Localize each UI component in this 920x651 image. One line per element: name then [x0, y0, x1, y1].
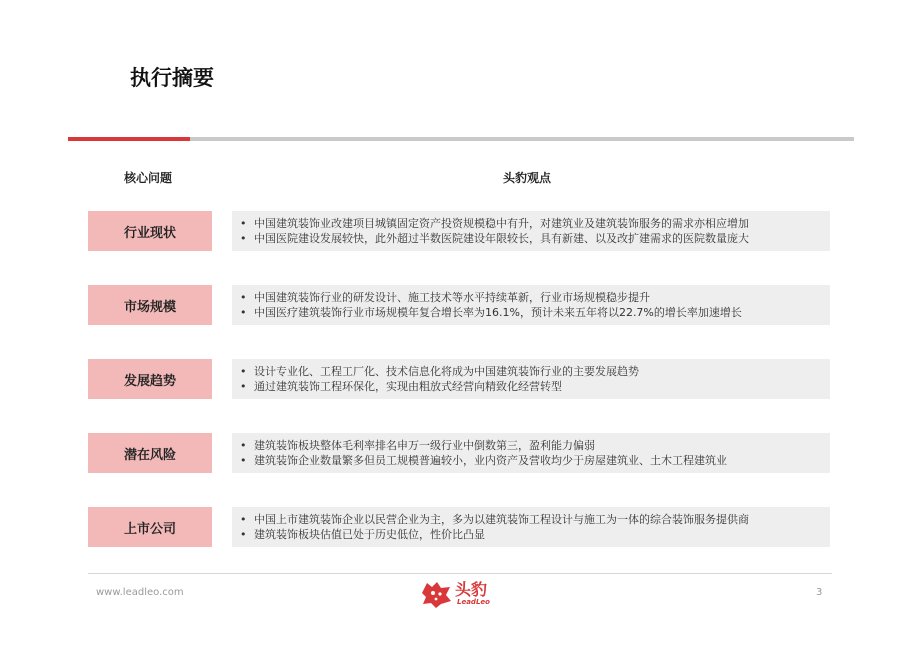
- row-body-industry-status: [232, 211, 830, 251]
- bullet-point: • 中国建筑装饰行业的研发设计、施工技术等水平持续革新，行业市场规模稳步提升: [240, 291, 650, 304]
- header-accent-bar: [68, 137, 190, 141]
- column-header-viewpoint: 头豹观点: [503, 171, 552, 185]
- bullet-point: • 中国医疗建筑装饰行业市场规模年复合增长率为16.1%，预计未来五年将以22.7%的增长率加速增长: [240, 306, 742, 319]
- bullet-point: • 建筑装饰企业数量繁多但员工规模普遍较小，业内资产及营收均少于房屋建筑业、土木工程建筑业: [240, 454, 727, 467]
- bullet-point: • 中国医院建设发展较快，此外超过半数医院建设年限较长，具有新建、以及改扩建需求的医院数量庞大: [240, 232, 749, 245]
- bullet-point: • 中国建筑装饰业改建项目城镇固定资产投资规模稳中有升，对建筑业及建筑装饰服务的需求亦相应增加: [240, 217, 749, 230]
- bullet-point: • 建筑装饰板块估值已处于历史低位，性价比凸显: [240, 528, 485, 541]
- row-body-development-trend: [232, 359, 830, 399]
- bullet-point: • 建筑装饰板块整体毛利率排名申万一级行业中倒数第三，盈利能力偏弱: [240, 439, 595, 452]
- bullet-point: • 中国上市建筑装饰企业以民营企业为主，多为以建筑装饰工程设计与施工为一体的综合装饰服务提供商: [240, 513, 749, 526]
- row-label-potential-risk: 潜在风险: [88, 433, 212, 473]
- page-title: 执行摘要: [130, 66, 214, 90]
- footer-divider: [88, 573, 832, 574]
- leopard-head-icon: [419, 579, 453, 609]
- row-label-market-size: 市场规模: [88, 285, 212, 325]
- row-label-development-trend: 发展趋势: [88, 359, 212, 399]
- row-body-listed-companies: [232, 507, 830, 547]
- row-body-potential-risk: [232, 433, 830, 473]
- logo-subtext: LeadLeo: [457, 598, 490, 606]
- bullet-point: • 设计专业化、工程工厂化、技术信息化将成为中国建筑装饰行业的主要发展趋势: [240, 365, 639, 378]
- footer-url[interactable]: www.leadleo.com: [96, 587, 184, 598]
- logo-wordmark: 头豹: [455, 580, 488, 599]
- row-body-market-size: [232, 285, 830, 325]
- row-label-listed-companies: 上市公司: [88, 507, 212, 547]
- column-header-core-issue: 核心问题: [124, 171, 173, 185]
- leadleo-logo: [419, 577, 503, 609]
- page-number: 3: [816, 587, 823, 598]
- bullet-point: • 通过建筑装饰工程环保化，实现由粗放式经营向精致化经营转型: [240, 380, 562, 393]
- row-label-industry-status: 行业现状: [88, 211, 212, 251]
